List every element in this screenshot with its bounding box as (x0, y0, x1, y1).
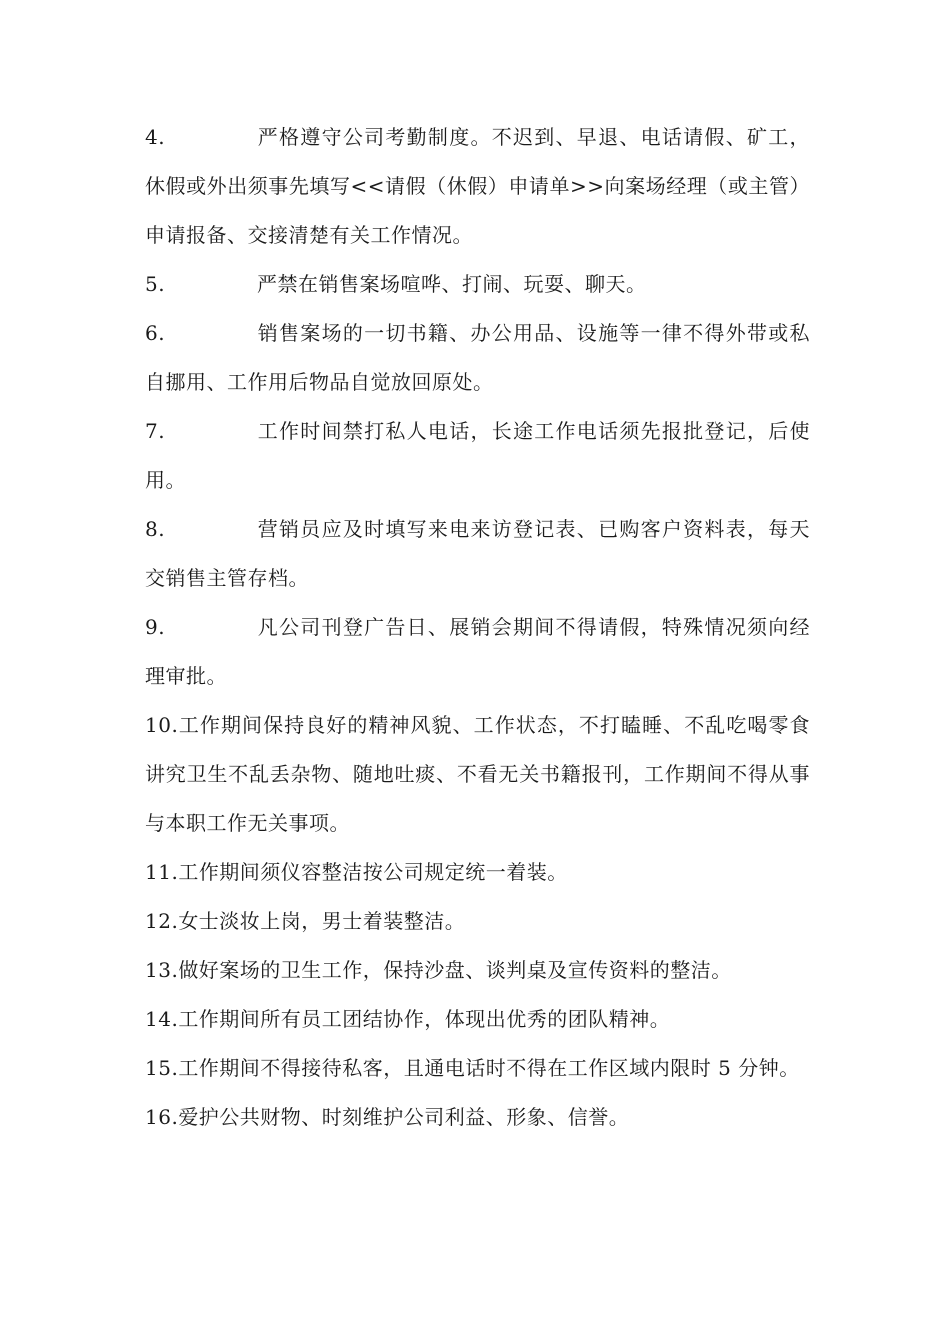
rule-number: 5. (145, 272, 166, 296)
rule-number: 9. (145, 615, 166, 639)
rule-text: 工作时间禁打私人电话，长途工作电话须先报批登记，后使用。 (145, 419, 810, 492)
rule-text: 工作期间所有员工团结协作，体现出优秀的团队精神。 (178, 1007, 671, 1031)
rule-item-6 (145, 309, 810, 407)
rule-text: 销售案场的一切书籍、办公用品、设施等一律不得外带或私自挪用、工作用后物品自觉放回原处。 (145, 321, 810, 394)
rule-number: 4. (145, 125, 166, 149)
rule-text: 工作期间不得接待私客，且通电话时不得在工作区域内限时 5 分钟。 (178, 1056, 800, 1080)
rule-item-13 (145, 946, 810, 995)
rule-item-16 (145, 1093, 810, 1142)
rule-number: 7. (145, 419, 166, 443)
rule-item-15 (145, 1044, 810, 1093)
rule-item-5 (145, 260, 810, 309)
rule-item-9 (145, 603, 810, 701)
rule-item-11 (145, 848, 810, 897)
rule-item-14 (145, 995, 810, 1044)
rule-item-12 (145, 897, 810, 946)
rule-text: 爱护公共财物、时刻维护公司利益、形象、信誉。 (178, 1105, 630, 1129)
rule-number: 15. (145, 1056, 179, 1080)
rule-item-8 (145, 505, 810, 603)
rule-number: 8. (145, 517, 166, 541)
rule-number: 6. (145, 321, 166, 345)
rule-number: 10. (145, 713, 179, 737)
rule-text: 凡公司刊登广告日、展销会期间不得请假，特殊情况须向经理审批。 (145, 615, 810, 688)
rule-text: 女士淡妆上岗，男士着装整洁。 (178, 909, 466, 933)
rule-item-4 (145, 113, 810, 260)
rule-text: 工作期间须仪容整洁按公司规定统一着装。 (178, 860, 568, 884)
rule-item-10 (145, 701, 810, 848)
rule-number: 12. (145, 909, 179, 933)
rules-list (145, 113, 810, 1142)
rule-number: 11. (145, 860, 179, 884)
rule-text: 做好案场的卫生工作，保持沙盘、谈判桌及宣传资料的整洁。 (178, 958, 732, 982)
rule-item-7 (145, 407, 810, 505)
rule-text: 营销员应及时填写来电来访登记表、已购客户资料表，每天交销售主管存档。 (145, 517, 810, 590)
rule-number: 16. (145, 1105, 179, 1129)
rule-text: 严格遵守公司考勤制度。不迟到、早退、电话请假、矿工，休假或外出须事先填写<<请假（休假）申请单>>向案场经理（或主管）申请报备、交接清楚有关工作情况。 (145, 125, 810, 247)
rule-number: 14. (145, 1007, 179, 1031)
rule-number: 13. (145, 958, 179, 982)
rule-text: 严禁在销售案场喧哗、打闹、玩耍、聊天。 (257, 272, 647, 296)
rule-text: 工作期间保持良好的精神风貌、工作状态，不打瞌睡、不乱吃喝零食讲究卫生不乱丢杂物、随地吐痰、不看无关书籍报刊，工作期间不得从事与本职工作无关事项。 (145, 713, 810, 835)
